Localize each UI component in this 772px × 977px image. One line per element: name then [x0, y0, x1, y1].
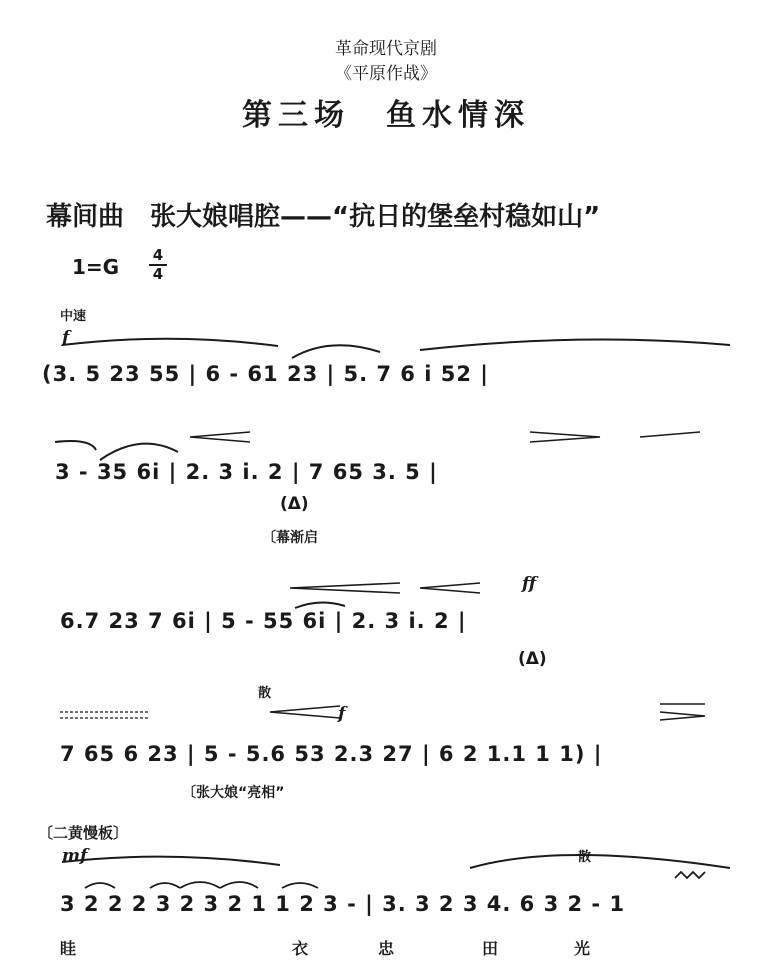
tempo-free-1: 散 — [258, 686, 272, 701]
opera-title: 《平原作战》 — [335, 64, 437, 84]
time-top: 4 — [152, 246, 164, 264]
notation-line-2: 3 - 35 6i | 2. 3 i. 2 | 7 65 3. 5 | — [55, 460, 438, 484]
scene-title: 第三场 鱼水情深 — [242, 98, 530, 133]
section-label-erhuang: 〔二黄慢板〕 — [38, 824, 129, 842]
lyric-4: 田 — [482, 939, 499, 958]
opera-genre: 革命现代京剧 — [335, 39, 437, 59]
notation-line-3: 6.7 23 7 6i | 5 - 55 6i | 2. 3 i. 2 | — [60, 609, 467, 633]
dynamic-f-2: f — [338, 704, 346, 724]
lyric-1: 眭 — [60, 939, 77, 958]
stage-cue-marker: (Δ) — [280, 494, 309, 514]
stage-cue-marker-2: (Δ) — [518, 649, 547, 669]
tempo-free-2: 散 — [578, 850, 592, 865]
time-bottom: 4 — [152, 265, 164, 283]
lyric-3: 忠 — [378, 939, 395, 958]
notation-line-5: 3 2 2 2 3 2 3 2 1 1 2 3 - | 3. 3 2 3 4. 6 3 2 - 1 — [60, 892, 626, 916]
stage-direction-curtain: 〔幕渐启 — [262, 530, 318, 546]
key-signature: 1=G — [72, 255, 120, 279]
lyric-5: 光 — [574, 939, 591, 958]
notation-line-4: 7 65 6 23 | 5 - 5.6 53 2.3 27 | 6 2 1.1 1 1) | — [60, 742, 603, 766]
piece-subtitle: 幕间曲 张大娘唱腔——“抗日的堡垒村稳如山” — [46, 202, 601, 232]
tempo-marking: 中速 — [60, 309, 87, 324]
dynamic-mf: mf — [62, 846, 88, 866]
dynamic-ff: ff — [522, 574, 537, 594]
notation-line-1: (3. 5 23 55 | 6 - 61 23 | 5. 7 6 i 52 | — [42, 362, 489, 386]
stage-direction-pose: 〔张大娘“亮相” — [182, 785, 285, 801]
lyric-2: 衣 — [292, 939, 309, 958]
dynamic-f: f — [62, 328, 70, 348]
